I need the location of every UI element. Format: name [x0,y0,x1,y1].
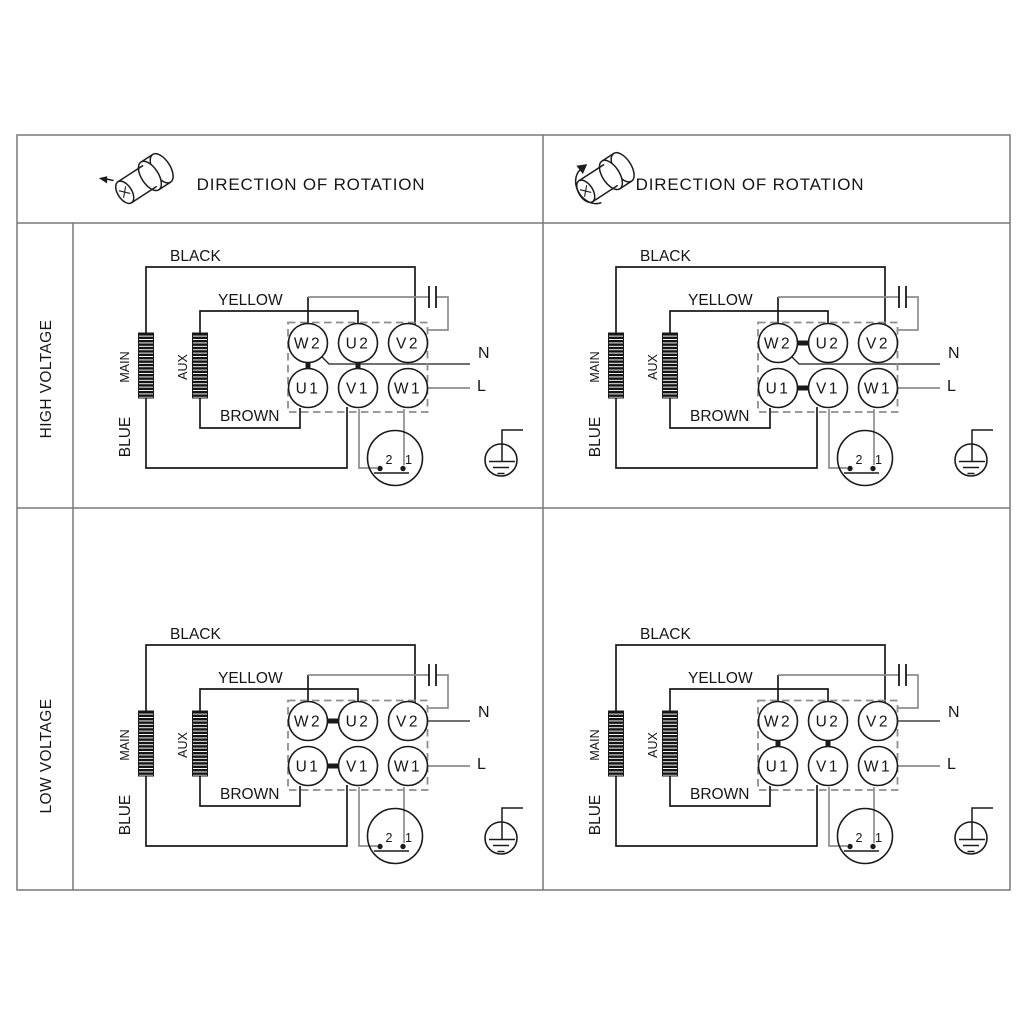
terminal-label-V1: V1 [346,758,370,776]
blue-wire-label: BLUE [117,794,134,836]
row-label-low-voltage: LOW VOLTAGE [38,698,55,814]
aux-winding-coil [193,333,208,398]
connector-pin2-label: 2 [385,453,393,467]
black-wire-label: BLACK [170,248,221,265]
terminal-link-bars [327,721,339,766]
yellow-wire [200,311,358,333]
main-winding-label: MAIN [118,351,132,383]
terminal-label-U1: U1 [765,758,791,776]
ground-lead [972,430,993,461]
ground-lead [972,808,993,839]
plug-connector-symbol [838,809,893,864]
motor-rotation-right-icon [565,140,639,210]
terminal-label-V2: V2 [396,335,420,353]
blue-wire-label: BLUE [587,794,604,836]
capacitor-return-wire [898,675,919,708]
blue-wire-label: BLUE [117,416,134,458]
header-right-title: DIRECTION OF ROTATION [635,175,865,194]
main-winding-coil [609,711,624,776]
capacitor-return-wire [428,297,449,330]
terminal-label-V1: V1 [816,380,840,398]
capacitor-return-wire [428,675,449,708]
terminal-label-V1: V1 [346,380,370,398]
connector-pin2-label: 2 [855,453,863,467]
terminal-label-W2: W2 [763,713,793,731]
motor-rotation-left-icon [99,142,178,214]
black-wire-label: BLACK [640,626,691,643]
connector-pin1-label: 1 [875,453,882,467]
terminal-link-bars [797,343,809,388]
brown-wire-label: BROWN [220,408,280,425]
terminal-label-W1: W1 [393,758,423,776]
connector-pin-2 [377,466,382,471]
main-winding-label: MAIN [588,729,602,761]
black-wire-label: BLACK [640,248,691,265]
terminal-label-V1: V1 [816,758,840,776]
yellow-wire-label: YELLOW [218,670,283,687]
connector-pin2-label: 2 [855,831,863,845]
aux-winding-coil [663,333,678,398]
plug-connector-symbol [368,431,423,486]
capacitor-symbol [899,286,906,308]
connector-pin-2 [377,844,382,849]
neutral-line-label: N [948,704,960,721]
connector-pin1-label: 1 [875,831,882,845]
terminal-label-W1: W1 [863,380,893,398]
row-label-high-voltage: HIGH VOLTAGE [38,319,55,439]
terminal-label-W2: W2 [763,335,793,353]
live-line-label: L [947,378,956,395]
earth-ground-symbol [485,822,517,854]
aux-winding-label: AUX [176,732,190,758]
yellow-wire [200,689,358,711]
capacitor-return-wire [898,297,919,330]
brown-wire-label: BROWN [690,408,750,425]
quadrant-high-voltage-rotation-left [117,248,523,486]
ground-lead [502,808,523,839]
header-left-cell [99,142,425,214]
terminal-label-U2: U2 [815,335,841,353]
live-line-label: L [477,378,486,395]
terminal-label-W1: W1 [393,380,423,398]
earth-ground-symbol [485,444,517,476]
yellow-wire-label: YELLOW [218,292,283,309]
quadrant-low-voltage-rotation-right [587,626,993,864]
terminal-label-U1: U1 [295,380,321,398]
terminal-label-U2: U2 [345,335,371,353]
terminal-label-W1: W1 [863,758,893,776]
terminal-label-U2: U2 [815,713,841,731]
yellow-wire-label: YELLOW [688,292,753,309]
main-winding-label: MAIN [118,729,132,761]
capacitor-symbol [429,664,436,686]
capacitor-symbol [899,664,906,686]
quadrant-high-voltage-rotation-right [587,248,993,486]
plug-connector-symbol [368,809,423,864]
connector-pin2-label: 2 [385,831,393,845]
capacitor-symbol [429,286,436,308]
plug-connector-symbol [838,431,893,486]
main-winding-coil [139,333,154,398]
connector-pin1-label: 1 [405,831,412,845]
terminal-label-U2: U2 [345,713,371,731]
terminal-label-U1: U1 [295,758,321,776]
terminal-label-V2: V2 [396,713,420,731]
terminal-label-U1: U1 [765,380,791,398]
terminal-label-W2: W2 [293,713,323,731]
quadrant-low-voltage-rotation-left [117,626,523,864]
live-line-label: L [477,756,486,773]
brown-wire-label: BROWN [220,786,280,803]
header-left-title: DIRECTION OF ROTATION [196,175,426,194]
main-winding-coil [609,333,624,398]
brown-wire-label: BROWN [690,786,750,803]
yellow-wire [670,689,828,711]
aux-winding-label: AUX [176,354,190,380]
earth-ground-symbol [955,444,987,476]
neutral-line-label: N [478,704,490,721]
earth-ground-symbol [955,822,987,854]
main-winding-label: MAIN [588,351,602,383]
main-winding-coil [139,711,154,776]
aux-winding-label: AUX [646,354,660,380]
black-wire-label: BLACK [170,626,221,643]
connector-pin1-label: 1 [405,453,412,467]
connector-pin-2 [847,844,852,849]
live-line-label: L [947,756,956,773]
aux-winding-coil [193,711,208,776]
header-right-cell [565,140,864,210]
aux-winding-coil [663,711,678,776]
aux-winding-label: AUX [646,732,660,758]
neutral-line-label: N [948,345,960,362]
yellow-wire-label: YELLOW [688,670,753,687]
ground-lead [502,430,523,461]
blue-wire-label: BLUE [587,416,604,458]
yellow-wire [670,311,828,333]
terminal-label-V2: V2 [866,335,890,353]
neutral-line-label: N [478,345,490,362]
terminal-label-W2: W2 [293,335,323,353]
terminal-label-V2: V2 [866,713,890,731]
connector-pin-2 [847,466,852,471]
